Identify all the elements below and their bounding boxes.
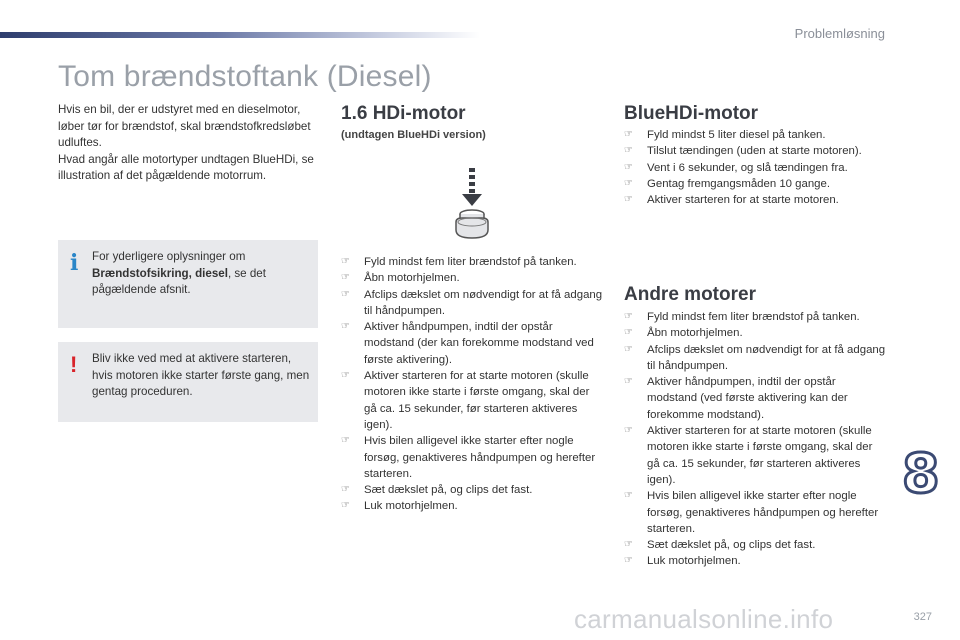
bullet-icon: ☞: [341, 288, 350, 300]
bullet-icon: ☞: [624, 311, 633, 322]
info-text-bold: Brændstofsikring, diesel: [92, 266, 228, 280]
list-item: ☞ Åbn motorhjelmen.: [624, 325, 886, 341]
hdi-steps: [341, 254, 603, 515]
bluehdi-heading: BlueHDi-motor: [624, 103, 759, 124]
list-item: ☞ Sæt dækslet på, og clips det fast.: [624, 537, 886, 553]
list-item: ☞ Luk motorhjelmen.: [624, 553, 886, 569]
list-item: ☞ Sæt dækslet på, og clips det fast.: [341, 482, 603, 498]
bullet-icon: ☞: [624, 555, 633, 567]
info-text-pre: For yderligere oplysninger om: [92, 250, 246, 263]
hdi-heading: 1.6 HDi-motor: [341, 103, 466, 124]
warning-icon: !: [70, 352, 78, 377]
list-item: ☞ Fyld mindst fem liter brændstof på tanken.: [341, 254, 603, 270]
bluehdi-steps: [624, 127, 886, 208]
list-item: ☞ Aktiver håndpumpen, indtil der opstår modstand (ved første aktivering kan der forekomme modstand).: [624, 376, 848, 421]
bullet-icon: ☞: [341, 256, 350, 267]
list-item: ☞ Afclips dækslet om nødvendigt for at få adgang til håndpumpen.: [341, 288, 603, 317]
intro-paragraph-1: Hvis en bil, der er udstyret med en dieselmotor, løber tør for brændstof, skal brændstofkredsløbet udluftes.: [58, 103, 311, 149]
bullet-icon: ☞: [624, 490, 633, 502]
list-item: ☞ Aktiver starteren for at starte motoren.: [624, 192, 886, 208]
andre-heading: Andre motorer: [624, 284, 756, 305]
info-box: [58, 240, 318, 328]
list-item: ☞ Afclips dækslet om nødvendigt for at få adgang til håndpumpen.: [624, 343, 886, 372]
bullet-icon: ☞: [341, 484, 350, 496]
warning-box: [58, 342, 318, 422]
list-item: ☞ Tilslut tændingen (uden at starte motoren).: [624, 143, 886, 159]
bullet-icon: ☞: [624, 194, 633, 206]
bullet-icon: ☞: [624, 145, 633, 157]
bullet-icon: ☞: [624, 539, 633, 551]
andre-steps: [624, 309, 886, 570]
bullet-icon: ☞: [341, 321, 350, 333]
info-text: [92, 249, 310, 299]
bullet-icon: ☞: [341, 370, 350, 382]
list-item: ☞ Hvis bilen alligevel ikke starter efter nogle forsøg, genaktiveres håndpumpen og herefter starteren.: [624, 490, 879, 535]
watermark[interactable]: carmanualsonline.info: [574, 604, 834, 634]
list-item: ☞ Fyld mindst fem liter brændstof på tanken.: [624, 309, 886, 325]
bullet-icon: ☞: [624, 177, 633, 189]
bullet-icon: ☞: [624, 376, 633, 388]
bullet-icon: ☞: [624, 425, 633, 437]
list-item: ☞ Åbn motorhjelmen.: [341, 270, 603, 286]
page-title: Tom brændstoftank (Diesel): [58, 60, 432, 93]
bullet-icon: ☞: [341, 272, 350, 284]
bullet-icon: ☞: [624, 343, 633, 355]
bullet-icon: ☞: [624, 327, 633, 339]
list-item: ☞ Gentag fremgangsmåden 10 gange.: [624, 176, 886, 192]
hand-pump-icon: [452, 166, 492, 242]
intro-paragraph-2: Hvad angår alle motortyper undtagen BlueHDi, se illustration af det pågældende motorrum.: [58, 152, 314, 182]
warning-text: Bliv ikke ved med at aktivere starteren, hvis motoren ikke starter første gang, men gentag proceduren.: [92, 352, 310, 398]
list-item: ☞ Aktiver starteren for at starte motoren (skulle motoren ikke starte i første omgang, skal der gå ca. 15 sekunder, før starteren aktiveres igen).: [341, 370, 590, 431]
chapter-number: 8: [902, 442, 940, 505]
bullet-icon: ☞: [624, 161, 633, 173]
list-item: ☞ Vent i 6 sekunder, og slå tændingen fra.: [624, 160, 886, 176]
list-item: ☞ Luk motorhjelmen.: [341, 498, 603, 514]
info-text-post: , se det pågældende afsnit.: [92, 266, 266, 296]
section-label: Problemløsning: [794, 26, 885, 41]
list-item: ☞ Hvis bilen alligevel ikke starter efter nogle forsøg, genaktiveres håndpumpen og herefter starteren.: [341, 435, 596, 480]
header-bar: [0, 32, 480, 38]
list-item: ☞ Aktiver håndpumpen, indtil der opstår modstand (der kan forekomme modstand ved første aktivering).: [341, 321, 594, 366]
list-item: ☞ Fyld mindst 5 liter diesel på tanken.: [624, 127, 886, 143]
page-number: 327: [913, 611, 932, 623]
bullet-icon: ☞: [624, 129, 633, 140]
hdi-subheading: (undtagen BlueHDi version): [341, 129, 486, 141]
info-icon: i: [70, 250, 79, 276]
bullet-icon: ☞: [341, 500, 350, 512]
list-item: ☞ Aktiver starteren for at starte motoren (skulle motoren ikke starte i første omgang, skal der gå ca. 15 sekunder, før starteren aktiveres igen).: [624, 425, 873, 486]
bullet-icon: ☞: [341, 435, 350, 447]
intro-text: [58, 102, 320, 185]
